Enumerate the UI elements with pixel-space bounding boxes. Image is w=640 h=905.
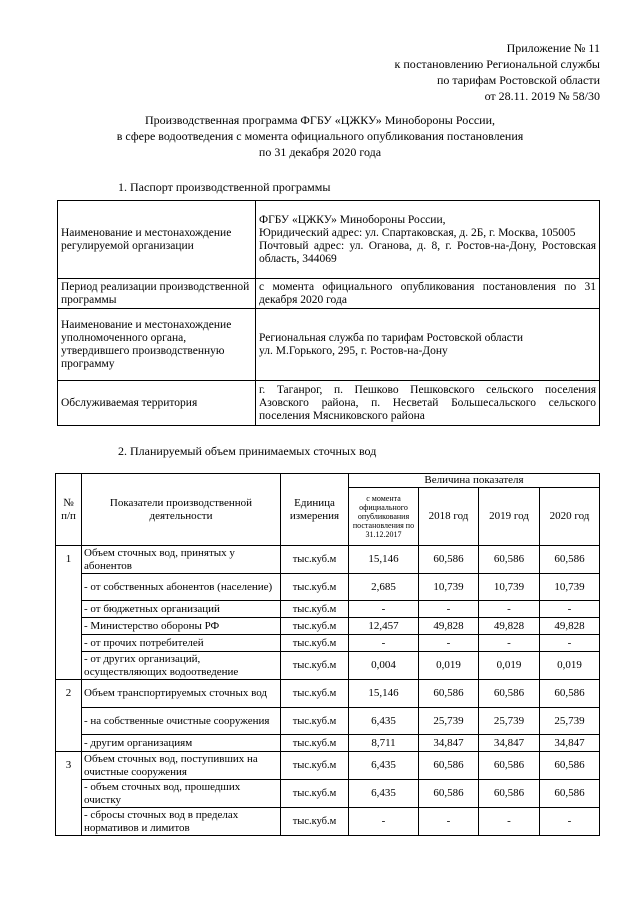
row-indicator: - от бюджетных организаций	[82, 601, 281, 618]
header-row	[56, 474, 600, 488]
appendix-line: по тарифам Ростовской области	[436, 73, 600, 87]
row-value-2018: 25,739	[419, 708, 479, 735]
row-value-2019: 60,586	[479, 546, 540, 574]
passport-value-line: Региональная служба по тарифам Ростовской области	[259, 331, 524, 344]
row-value-period0: 12,457	[349, 618, 419, 635]
row-unit: тыс.куб.м	[281, 574, 349, 601]
row-unit: тыс.куб.м	[281, 780, 349, 808]
row-indicator: Объем сточных вод, поступивших на очистные сооружения	[82, 752, 281, 780]
row-number: 2	[56, 680, 82, 708]
row-indicator: - от других организаций, осуществляющих водоотведение	[82, 652, 281, 680]
section-1-heading: 1. Паспорт производственной программы	[118, 180, 331, 194]
row-value-2019: -	[479, 808, 540, 836]
row-value-period0: 15,146	[349, 680, 419, 708]
row-value-2020: 25,739	[540, 708, 600, 735]
row-value-2019: 34,847	[479, 735, 540, 752]
row-value-2020: -	[540, 808, 600, 836]
row-value-period0: 2,685	[349, 574, 419, 601]
passport-value	[256, 309, 600, 381]
passport-row	[58, 309, 600, 381]
row-value-2018: 60,586	[419, 546, 479, 574]
table-row	[56, 680, 600, 708]
row-number	[56, 635, 82, 652]
row-value-period0: 8,711	[349, 735, 419, 752]
row-value-2020: 60,586	[540, 546, 600, 574]
passport-value-line: г. Таганрог, п. Пешково Пешковского сельского поселения Азовского района, п. Несветай Большесальского сельского поселения Мясниковского района	[259, 383, 596, 422]
row-unit: тыс.куб.м	[281, 546, 349, 574]
row-value-2020: 0,019	[540, 652, 600, 680]
row-value-2018: 60,586	[419, 680, 479, 708]
passport-value-line: ФГБУ «ЦЖКУ» Минобороны России,	[259, 213, 446, 226]
row-number	[56, 601, 82, 618]
table-row	[56, 808, 600, 836]
row-indicator: Объем сточных вод, принятых у абонентов	[82, 546, 281, 574]
row-value-2018: -	[419, 601, 479, 618]
passport-value	[256, 381, 600, 426]
row-value-2020: -	[540, 635, 600, 652]
passport-row	[58, 381, 600, 426]
row-value-2019: 49,828	[479, 618, 540, 635]
row-indicator: - объем сточных вод, прошедших очистку	[82, 780, 281, 808]
table-row	[56, 708, 600, 735]
row-value-2019: 60,586	[479, 752, 540, 780]
table-row	[56, 652, 600, 680]
table-row	[56, 780, 600, 808]
header-unit: Единица измерения	[281, 474, 349, 546]
row-value-2019: 25,739	[479, 708, 540, 735]
passport-value-line: Почтовый адрес: ул. Оганова, д. 8, г. Ростов-на-Дону, Ростовская область, 344069	[259, 239, 596, 265]
row-value-period0: -	[349, 601, 419, 618]
row-unit: тыс.куб.м	[281, 735, 349, 752]
row-value-period0: 15,146	[349, 546, 419, 574]
row-value-2019: 60,586	[479, 680, 540, 708]
row-number	[56, 780, 82, 808]
row-value-2018: 60,586	[419, 780, 479, 808]
row-indicator: Объем транспортируемых сточных вод	[82, 680, 281, 708]
passport-row	[58, 279, 600, 309]
row-indicator: - другим организациям	[82, 735, 281, 752]
row-indicator: - от прочих потребителей	[82, 635, 281, 652]
row-value-2020: 49,828	[540, 618, 600, 635]
header-num: № п/п	[56, 474, 82, 546]
header-2019: 2019 год	[479, 488, 540, 546]
row-number	[56, 618, 82, 635]
row-unit: тыс.куб.м	[281, 752, 349, 780]
passport-value-line: Юридический адрес: ул. Спартаковская, д. 2Б, г. Москва, 105005	[259, 226, 576, 239]
header-period0: с момента официального опубликования постановления по 31.12.2017	[349, 488, 419, 546]
row-value-2019: 60,586	[479, 780, 540, 808]
row-value-2020: 60,586	[540, 752, 600, 780]
row-value-period0: 6,435	[349, 752, 419, 780]
row-value-period0: -	[349, 635, 419, 652]
volumes-table	[55, 473, 600, 836]
table-row	[56, 618, 600, 635]
header-indicator: Показатели производственной деятельности	[82, 474, 281, 546]
row-value-2019: 10,739	[479, 574, 540, 601]
row-indicator: - сбросы сточных вод в пределах нормативов и лимитов	[82, 808, 281, 836]
row-indicator: - от собственных абонентов (население)	[82, 574, 281, 601]
row-number	[56, 708, 82, 735]
row-number: 3	[56, 752, 82, 780]
header-value-group: Величина показателя	[349, 474, 600, 488]
row-unit: тыс.куб.м	[281, 618, 349, 635]
row-value-2018: 34,847	[419, 735, 479, 752]
appendix-block	[395, 40, 600, 104]
document-title	[60, 112, 580, 160]
row-value-2018: 60,586	[419, 752, 479, 780]
table-row	[56, 574, 600, 601]
section-2-heading: 2. Планируемый объем принимаемых сточных вод	[118, 444, 377, 458]
row-value-2020: 60,586	[540, 780, 600, 808]
passport-row	[58, 201, 600, 279]
row-value-2018: -	[419, 808, 479, 836]
row-unit: тыс.куб.м	[281, 601, 349, 618]
row-value-2020: -	[540, 601, 600, 618]
table-row	[56, 635, 600, 652]
row-indicator: - на собственные очистные сооружения	[82, 708, 281, 735]
title-line: Производственная программа ФГБУ «ЦЖКУ» Минобороны России,	[144, 113, 496, 127]
appendix-line: Приложение № 11	[506, 41, 600, 55]
row-unit: тыс.куб.м	[281, 708, 349, 735]
row-number	[56, 574, 82, 601]
header-2020: 2020 год	[540, 488, 600, 546]
row-value-2020: 60,586	[540, 680, 600, 708]
row-unit: тыс.куб.м	[281, 652, 349, 680]
passport-value	[256, 279, 600, 309]
table-row	[56, 601, 600, 618]
volumes-body	[56, 546, 600, 836]
row-number	[56, 652, 82, 680]
passport-label: Период реализации производственной программы	[58, 279, 256, 309]
row-value-2018: 10,739	[419, 574, 479, 601]
row-value-2018: 49,828	[419, 618, 479, 635]
header-2018: 2018 год	[419, 488, 479, 546]
row-unit: тыс.куб.м	[281, 680, 349, 708]
passport-label: Обслуживаемая территория	[58, 381, 256, 426]
row-value-2018: -	[419, 635, 479, 652]
row-value-2019: -	[479, 635, 540, 652]
row-number	[56, 735, 82, 752]
table-row	[56, 752, 600, 780]
row-value-period0: -	[349, 808, 419, 836]
row-value-period0: 0,004	[349, 652, 419, 680]
table-row	[56, 546, 600, 574]
row-number	[56, 808, 82, 836]
passport-value-line: с момента официального опубликования постановления по 31 декабря 2020 года	[259, 280, 596, 306]
row-value-period0: 6,435	[349, 780, 419, 808]
row-value-2019: 0,019	[479, 652, 540, 680]
appendix-line: от 28.11. 2019 № 58/30	[484, 89, 600, 103]
title-line: по 31 декабря 2020 года	[258, 145, 382, 159]
row-unit: тыс.куб.м	[281, 635, 349, 652]
row-value-2018: 0,019	[419, 652, 479, 680]
row-value-2020: 10,739	[540, 574, 600, 601]
title-line: в сфере водоотведения с момента официального опубликования постановления	[116, 129, 524, 143]
passport-value	[256, 201, 600, 279]
row-value-2020: 34,847	[540, 735, 600, 752]
row-value-period0: 6,435	[349, 708, 419, 735]
passport-label: Наименование и местонахождение уполномоченного органа, утвердившего производственную программу	[58, 309, 256, 381]
row-indicator: - Министерство обороны РФ	[82, 618, 281, 635]
row-unit: тыс.куб.м	[281, 808, 349, 836]
row-number: 1	[56, 546, 82, 574]
row-value-2019: -	[479, 601, 540, 618]
passport-label: Наименование и местонахождение регулируемой организации	[58, 201, 256, 279]
passport-value-line: ул. М.Горького, 295, г. Ростов-на-Дону	[259, 344, 448, 357]
table-row	[56, 735, 600, 752]
appendix-line: к постановлению Региональной службы	[394, 57, 600, 71]
passport-table	[57, 200, 600, 426]
